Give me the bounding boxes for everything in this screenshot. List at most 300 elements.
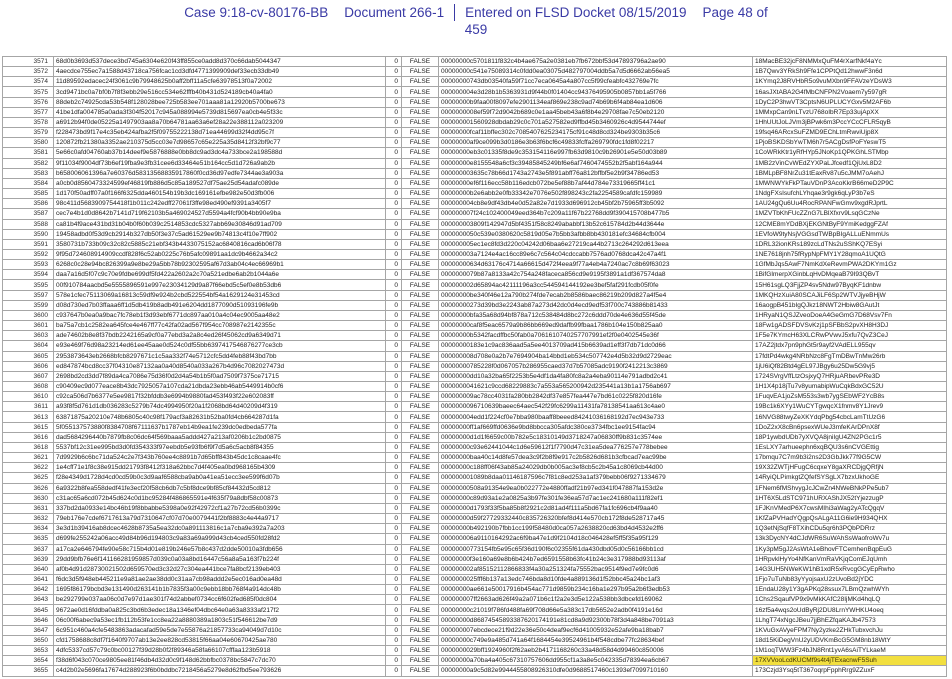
row-number-cell: 3650	[3, 635, 54, 645]
row-number-cell: 3576	[3, 97, 54, 107]
public-key-hash-cell: c92ca506d7b6377e5ee9817f32bfddb3e6994b9880fad453f493f22e602083ff	[54, 392, 386, 402]
value-cell: 0	[386, 392, 402, 402]
public-key-hash-cell: 6268c0c28e94bc826399a9e8be29a5bb78b92302595af67d3ab04c4ec66969b1	[54, 260, 386, 270]
row-number-cell: 3643	[3, 595, 54, 605]
table-row	[3, 493, 947, 503]
table-row	[3, 453, 947, 463]
public-key-hash-cell: 9f11034f9004df73b6ef19fba9e3fb31cee6d33464e51b164cc5d1d726a9ab2b	[54, 158, 386, 168]
block-hash-cell: 000000002d65894ac42111196a3cc544594144192ee3bef5faf291fcdb05f0fe	[439, 280, 753, 290]
value-cell: 0	[386, 351, 402, 361]
bitcoin-address-cell: 1FJKnVMedP6X7cwsMIhi3aWag2yATcQgqV	[753, 503, 947, 513]
row-number-cell: 3582	[3, 158, 54, 168]
value-cell: 0	[386, 128, 402, 138]
public-key-hash-cell: f38d6f043c070ce9805ee81f46db4d32d0c9f148d62bbfbc0378bc5847c7dc70	[54, 656, 386, 666]
row-number-cell: 3647	[3, 625, 54, 635]
row-number-cell: 3625	[3, 473, 54, 483]
value-cell: 0	[386, 402, 402, 412]
public-key-hash-cell: 6c951c460a4cfe5483863adacafad59e5de7e55876a21857733ca94049d7d10c	[54, 625, 386, 635]
value-cell: 0	[386, 290, 402, 300]
false-flag-cell: FALSE	[402, 473, 439, 483]
bitcoin-address-cell: 1MWNWYkFkPTauVDnP3AcoKkrB66meD2P9C	[753, 178, 947, 188]
block-hash-cell: 00000000d1d1f6659c00b782e5c18310149d3718247a06830ff9b831c3574ee	[439, 432, 753, 442]
table-row	[3, 239, 947, 249]
row-number-cell: 3604	[3, 341, 54, 351]
row-number-cell: 3641	[3, 574, 54, 584]
table-row	[3, 321, 947, 331]
block-hash-cell: 00000000b492190b7fbb1cc199f58480d0ca057a2638820cd63bd4d4532e2ff6	[439, 524, 753, 534]
block-hash-cell: 00000000dd10a32ba65f2253b5e4df1da4fa80fc8a2a4eba90114e791adbd2c41	[439, 371, 753, 381]
block-hash-cell: 00000000d59f27729332440c835726320bfef8d414e570cb172f8de528717a45	[439, 514, 753, 524]
block-hash-cell: 000000005ec1ec8fd3d220c04242d06baa6e27219ca44b2713c264292d613eea	[439, 239, 753, 249]
block-hash-cell: 000000006a9110164292ac6f9ba47e1d9f2104d18c046428ef5ff5f35a95f129	[439, 534, 753, 544]
bitcoin-address-cell: 14G3UH5NWeKW1hB1xdR5xRvcgGCyEpRwho	[753, 564, 947, 574]
row-number-cell: 3590	[3, 229, 54, 239]
value-cell: 0	[386, 321, 402, 331]
bitcoin-address-cell: 1HT6X5LdSTC971hURXAShJX52tYjezzugP	[753, 493, 947, 503]
public-key-hash-cell: 2953873643eb2668bfcb8297671c1c5aa332f74e5712cfc5dd4feb88f43bd7bb	[54, 351, 386, 361]
public-key-hash-cell: be292799e037aa06c0d7e97d1ae301f74d2abbef0734cc6f602fed685f0dc804	[54, 595, 386, 605]
value-cell: 0	[386, 422, 402, 432]
public-key-hash-cell: f28e4349d1728d4cd0cd59b0c3d9aaf6588cba9ab0a41ea51ecc3ee599f6d07b	[54, 473, 386, 483]
block-hash-cell: 000000001089b8daa01146187596c7f81c8ed253a1af379bebb06f9271334679	[439, 473, 753, 483]
public-key-hash-cell: 19458adbd0f53d9cb2914b327db50f3e37c5ad61529ee9b74813c4f10e7ff902	[54, 229, 386, 239]
row-number-cell: 3615	[3, 422, 54, 432]
table-row	[3, 280, 947, 290]
row-number-cell: 3585	[3, 189, 54, 199]
bitcoin-address-cell: 1Fjo7uTuNb83yYyojsaxU2zUvoBd2jYDC	[753, 574, 947, 584]
false-flag-cell: FALSE	[402, 77, 439, 87]
row-number-cell: 3575	[3, 87, 54, 97]
row-number-cell: 3577	[3, 107, 54, 117]
false-flag-cell: FALSE	[402, 412, 439, 422]
table-row	[3, 310, 947, 320]
block-hash-cell: 00000000caf8f5eac6579a9b86bb669ed9daffb99fbaa1786b104e150b825aa0	[439, 321, 753, 331]
bitcoin-address-cell: 1LhgT74xNgcJBeu7jjBhEZfqaKAJb47573	[753, 615, 947, 625]
value-cell: 0	[386, 493, 402, 503]
public-key-hash-cell: e93e469f76d98a23214ed61ee45aae0d524c0df55bb6397417546876277ce3cb	[54, 341, 386, 351]
row-number-cell: 3606	[3, 361, 54, 371]
value-cell: 0	[386, 534, 402, 544]
block-hash-cell: 00000000eb3c01335f8de9c353154116e997fb63d9810c9b26901e5e50d03b89	[439, 148, 753, 158]
public-key-hash-cell: a6912b94f0de05225a1497903aa8a70b64781aa63a6ef28a22e388112a023209	[54, 117, 386, 127]
public-key-hash-cell: 5537bf12c31ee995bd3d0fd354333f97eebdb5e93fb6f9f7d5a6c5acb8f84355	[54, 442, 386, 452]
public-key-hash-cell: 578e1cfec75113069a16813c59df9e924b2cbd522554bf54a1629124e31453cd	[54, 290, 386, 300]
bitcoin-address-cell: 1CoWRkKtr1yRfHYp5JNoKp1QPKGhLSTMbp	[753, 148, 947, 158]
public-key-hash-cell: ca81b4f9ace431bd31b04b0f60b039c2514853cdc5327abb69e30846d91ad709	[54, 219, 386, 229]
address-table-body	[3, 57, 947, 677]
block-hash-cell: 0000000025fff6b137a13edc746bda8d10fde4a889136d1f52bbc45a24bc1af3	[439, 574, 753, 584]
public-key-hash-cell: 1d170f50adff07a0f166f6325dda460154b19b3dc169161efbe982e50d3fb006	[54, 189, 386, 199]
bitcoin-address-cell: 1DyC2P3hwVT3CptsN6UPLUCYGxv5M2AF6b	[753, 97, 947, 107]
public-key-hash-cell: 1e4cff71e1f8c38e915dd21793f8412f318a62bbc7d4f405ea0bd968165b4309	[54, 463, 386, 473]
false-flag-cell: FALSE	[402, 158, 439, 168]
value-cell: 0	[386, 117, 402, 127]
false-flag-cell: FALSE	[402, 666, 439, 676]
false-flag-cell: FALSE	[402, 67, 439, 77]
bitcoin-address-cell: 19Bc1k6XYy1WuCYTgwqcX1fnmv8Y1Jrev9	[753, 402, 947, 412]
table-row	[3, 189, 947, 199]
false-flag-cell: FALSE	[402, 646, 439, 656]
table-row	[3, 473, 947, 483]
stamp-divider-line	[454, 4, 455, 21]
bitcoin-address-cell: 16zf5a4wqs2oUdByRj2DU8LrnYWHKU4oeq	[753, 605, 947, 615]
table-row	[3, 432, 947, 442]
false-flag-cell: FALSE	[402, 554, 439, 564]
bitcoin-address-cell: 19X32ZWTjHFugC6cqxeY8gaXRCDjgQRfjN	[753, 463, 947, 473]
bitcoin-address-cell: 12CME8mYDdBXjEKGNtByF9YmiKedggFZAf	[753, 219, 947, 229]
public-key-hash-cell: ba75a7cb1c2582ea645fce4e467ff77c42fa02ad567f954cc708987e2142355c	[54, 321, 386, 331]
row-number-cell: 3611	[3, 402, 54, 412]
false-flag-cell: FALSE	[402, 128, 439, 138]
value-cell: 0	[386, 168, 402, 178]
row-number-cell: 3581	[3, 148, 54, 158]
false-flag-cell: FALSE	[402, 625, 439, 635]
block-hash-cell: 00000000b2e6abb2e0fb33342e7076e502f898243c2fa2254589cafdfc159989	[439, 189, 753, 199]
row-number-cell: 3613	[3, 412, 54, 422]
false-flag-cell: FALSE	[402, 117, 439, 127]
false-flag-cell: FALSE	[402, 97, 439, 107]
public-key-hash-cell: 3580731b733b09c32c82c5885c21ebf343b4433075152ac6840816cad6b06f78	[54, 239, 386, 249]
table-row	[3, 351, 947, 361]
table-row	[3, 534, 947, 544]
row-number-cell: 3640	[3, 564, 54, 574]
table-row	[3, 260, 947, 270]
public-key-hash-cell: f228473bd9f17e4c35eb424afba2f5f09755222138d71ea44699d32f4dd95c7f	[54, 128, 386, 138]
table-row	[3, 382, 947, 392]
bitcoin-address-cell: 1MB2zVinCvWEdZYXPaLJfcedf1QjUxL8D2	[753, 158, 947, 168]
public-key-hash-cell: c31ac65a6cd072b45d624c0d1bc95284f486865591e4f635f79a8dbf58c00873	[54, 493, 386, 503]
false-flag-cell: FALSE	[402, 209, 439, 219]
false-flag-cell: FALSE	[402, 57, 439, 67]
bitcoin-address-cell: 1MZVTbKhFUcZZnG7LBlXfxrv9LsqGCzNe	[753, 209, 947, 219]
block-hash-cell: 000000007f24c102400049eed364b7c209a11f67b22768dd9f390415708b477b5	[439, 209, 753, 219]
bitcoin-address-cell: 1Ky3pM5gJ2AsWtA1eBhovFTCemhenBqpEuG	[753, 544, 947, 554]
value-cell: 0	[386, 138, 402, 148]
table-row	[3, 117, 947, 127]
bitcoin-address-cell: 14RyiQLPimkgtZQfefSYSgLX7bzxUkhoGE	[753, 473, 947, 483]
false-flag-cell: FALSE	[402, 310, 439, 320]
value-cell: 0	[386, 341, 402, 351]
public-key-hash-cell: a93f8f5d761d1db036283c5279b74dc4994950f20a1f2068bd64d40209d4f319	[54, 402, 386, 412]
table-row	[3, 148, 947, 158]
public-key-hash-cell: d699fe255242a06acc49d84b96d194803c9a83a69a999d43cb4ced550fd28fd2	[54, 534, 386, 544]
table-row	[3, 412, 947, 422]
false-flag-cell: FALSE	[402, 321, 439, 331]
bitcoin-address-cell: 1B7Qwv3YRkSh9Ffe1CPPtQd12hwwF3n6d	[753, 67, 947, 77]
false-flag-cell: FALSE	[402, 463, 439, 473]
false-flag-cell: FALSE	[402, 168, 439, 178]
false-flag-cell: FALSE	[402, 574, 439, 584]
false-flag-cell: FALSE	[402, 615, 439, 625]
false-flag-cell: FALSE	[402, 392, 439, 402]
public-key-hash-cell: 5e66c0afd04760ab37b14deef9e5876888e0bb8dc9ad3dc4a733bce2a198588d	[54, 148, 386, 158]
table-row	[3, 219, 947, 229]
public-key-hash-cell: a0cb0d8560473324599ef46819fb886d5c85a189527df75ae25d54adafc089de	[54, 178, 386, 188]
bitcoin-address-cell: 18Fw1gADSFDVSvKzj1pSFBbS2pvXH8H3DJ	[753, 321, 947, 331]
bitcoin-address-cell: 1HhUUtJoLJVm3jBPwk6m3PccYCcCFLR5qyB	[753, 117, 947, 127]
false-flag-cell: FALSE	[402, 514, 439, 524]
value-cell: 0	[386, 229, 402, 239]
false-flag-cell: FALSE	[402, 544, 439, 554]
public-key-hash-cell: 337bd2da0933e14bc46b19f8bbabbe5398a0e92f42972cf1a27b72cd56b0399c	[54, 503, 386, 513]
table-row	[3, 392, 947, 402]
false-flag-cell: FALSE	[402, 605, 439, 615]
value-cell: 0	[386, 666, 402, 676]
row-number-cell: 3639	[3, 554, 54, 564]
value-cell: 0	[386, 148, 402, 158]
block-hash-cell: 00000000634d63176c4714a66615d472f4eea9f77a4eb4a7240ac7c8b69f63023	[439, 260, 753, 270]
row-number-cell: 3595	[3, 280, 54, 290]
public-key-hash-cell: b658006061396a7e60376d58313568835917860f0cd36d97edfe7344ae3a903a	[54, 168, 386, 178]
false-flag-cell: FALSE	[402, 656, 439, 666]
bitcoin-address-cell: 1KfZaPVHadYQgpQsALgA11G6ie9H934QHX	[753, 514, 947, 524]
row-number-cell: 3574	[3, 77, 54, 87]
value-cell: 0	[386, 178, 402, 188]
table-row	[3, 564, 947, 574]
public-key-hash-cell: 6a9322b8fea558dedf41fe3ecf20f58cb6db7c5bf8dce9bf85cf84432d5cd812	[54, 483, 386, 493]
bitcoin-address-cell: 1Q3etNjSqfF8TXihCDu5qr6h3PQbPDRrz	[753, 524, 947, 534]
row-number-cell: 3622	[3, 463, 54, 473]
value-cell: 0	[386, 514, 402, 524]
block-hash-cell: 0000000079b87a8133a42c754a248faceca856cd9e9195f3891a1df367574da8	[439, 270, 753, 280]
block-hash-cell: 00000000a70ba4a405c67310757606dd955cf1a3a8e5c042335d78394ea6cb67	[439, 656, 753, 666]
public-key-hash-cell: 3cd9471bc0a7bf0b7f8f3ebb29e516cc534e62fffb40b431d524189cb40a4fa0	[54, 87, 386, 97]
value-cell: 0	[386, 442, 402, 452]
block-hash-cell: 000000007ebcdece21f9d22e36e50c4deaf9ecf6d41005932e52afe9ba18bab7	[439, 625, 753, 635]
row-number-cell: 3632	[3, 514, 54, 524]
block-hash-cell: 00000000fcaf11bffec302c7085407625234175cf91c48d8cd324be9303b35c6	[439, 128, 753, 138]
table-row	[3, 138, 947, 148]
table-row	[3, 595, 947, 605]
false-flag-cell: FALSE	[402, 361, 439, 371]
row-number-cell: 3646	[3, 615, 54, 625]
document-number-label: Document 266-1	[344, 5, 445, 20]
bitcoin-address-cell: 1AU24gQu6Uu4RocRPANFwGmv9xgdRJprtL	[753, 199, 947, 209]
false-flag-cell: FALSE	[402, 260, 439, 270]
block-hash-cell: 000000004edd1f224cf0e7bba980baaff8beeed84241036168192d7ec943e733	[439, 412, 753, 422]
false-flag-cell: FALSE	[402, 382, 439, 392]
false-flag-cell: FALSE	[402, 422, 439, 432]
value-cell: 0	[386, 67, 402, 77]
value-cell: 0	[386, 107, 402, 117]
row-number-cell: 3600	[3, 310, 54, 320]
table-row	[3, 544, 947, 554]
block-hash-cell: 000000002af85152112866833f4a30a251324fa75552bac9514f9ed7e9fc0d6	[439, 564, 753, 574]
row-number-cell: 3587	[3, 209, 54, 219]
value-cell: 0	[386, 199, 402, 209]
block-hash-cell: 00000000baa40c14d8fe57dea3c9f2b8f9e917c2b5826d681b3cfbcad7eac99be	[439, 453, 753, 463]
table-row	[3, 300, 947, 310]
row-number-cell: 3571	[3, 57, 54, 67]
value-cell: 0	[386, 260, 402, 270]
false-flag-cell: FALSE	[402, 229, 439, 239]
public-key-hash-cell: 9f95d724608914909ccdf828f6c52ab0225c76b5afc09891aa1dc9b4662a34c2	[54, 249, 386, 259]
value-cell: 0	[386, 564, 402, 574]
false-flag-cell: FALSE	[402, 483, 439, 493]
block-hash-cell: 000000004e3d28b1b5363931d9f44b0f01404cc94376495905b0857bb1a5f766	[439, 87, 753, 97]
block-hash-cell: 00000000773154fb5e95c65f36d190f6c02355f61da430dbd05d0c56166bb1cd	[439, 544, 753, 554]
block-hash-cell: 00000000c21019f786fd488fa69f708d66e5a383c17db5652e2adb0f4191e16d	[439, 605, 753, 615]
bitcoin-address-cell: 16NVG88twyZeXKYdqPbg54cbcLamTtUzG6	[753, 412, 947, 422]
table-row	[3, 666, 947, 676]
bitcoin-address-cell: 1DoZ2xX8cBn6psexWUeJ3mfeKArDPnX8f	[753, 422, 947, 432]
value-cell: 0	[386, 574, 402, 584]
false-flag-cell: FALSE	[402, 148, 439, 158]
false-flag-cell: FALSE	[402, 402, 439, 412]
public-key-hash-cell: 29dd9bfb76e6f141166281959857d039c0a03a8bd16447c56a8a5a163f7b224f	[54, 554, 386, 564]
bitcoin-address-cell: 1724SVrgVffLtzOsjxyQ7HRjuARbevPRe3D	[753, 371, 947, 381]
table-row	[3, 585, 947, 595]
row-number-cell: 3608	[3, 382, 54, 392]
table-row	[3, 554, 947, 564]
value-cell: 0	[386, 219, 402, 229]
bitcoin-address-cell: 15H61sgLQ3FjjZP4sv5Ndw97ByqKF1dnbw	[753, 280, 947, 290]
row-number-cell: 3592	[3, 249, 54, 259]
row-number-cell: 3610	[3, 392, 54, 402]
bitcoin-address-cell: 18MacBE32jcF8NMMxQuFM4rXarfNkf4aYc	[753, 57, 947, 67]
public-key-hash-cell: 63871875a20210e748b6805c40c98f179acf3a82631b52ba0fd4cb664287d1fa	[54, 412, 386, 422]
value-cell: 0	[386, 158, 402, 168]
public-key-hash-cell: 00f910784aacbd5e5555896591e997e23034129d9a87f66ebd5c5ef0e8b53db6	[54, 280, 386, 290]
bitcoin-address-cell: 1H1X4p18jTu7v8yumabipWuCqkBdxGC52U	[753, 382, 947, 392]
bitcoin-address-cell: 19fsq46ARcxSuFZMD9EChLtmRwviUjp8X	[753, 128, 947, 138]
public-key-hash-cell: ade74602b8e8f37bdb2242165a9cf0a77ebd3a2a8c4ed26f45062cd9a6349d71	[54, 331, 386, 341]
value-cell: 0	[386, 57, 402, 67]
row-number-cell: 3631	[3, 503, 54, 513]
table-row	[3, 128, 947, 138]
value-cell: 0	[386, 280, 402, 290]
public-key-hash-cell: 41be1dfa004785a0ada3f304f52017c945a088994e5739d815697ea0cb4e5f33c	[54, 107, 386, 117]
table-row	[3, 77, 947, 87]
false-flag-cell: FALSE	[402, 524, 439, 534]
public-key-hash-cell: 68d0b3693d537dece3bd745a6304e620f43ff855ce0add8d370c66dab5044347	[54, 57, 386, 67]
value-cell: 0	[386, 432, 402, 442]
public-key-hash-cell: 4dfc5337cd57c79c0bc00127f39d28b0f2f89346a58fa66107cfffaa123b5918	[54, 646, 386, 656]
bitcoin-address-cell: 1EndaU28y1Y3gAPKq28ssux7LBmQzwhWYh	[753, 585, 947, 595]
table-row	[3, 625, 947, 635]
bitcoin-address-cell: 17bmqu7C7m9b3i2ns2D3GbJkk77f9G5CW	[753, 453, 947, 463]
table-row	[3, 229, 947, 239]
bitcoin-address-cell: 1NE7618jnh75fRypNpFMY1Y28qmoA1UQtG	[753, 249, 947, 259]
table-row	[3, 422, 947, 432]
block-hash-cell: 00000000c93e62441044c1d6e59612f1f7790d47c31ea5dea776257e778bebee	[439, 442, 753, 452]
value-cell: 0	[386, 239, 402, 249]
block-hash-cell: 00000000508a91354e9ea0b022772e4880ffadf21b97ed341f047887fa153d2e	[439, 483, 753, 493]
bitcoin-address-cell: 1HRyaN1QSJZveoDoeA4GeGmG7D68Vsv7Fn	[753, 310, 947, 320]
case-number-label: Case 9:18-cv-80176-BB	[184, 5, 329, 20]
row-number-cell: 3586	[3, 199, 54, 209]
bitcoin-address-cell: 1M1oqTWW3Fz4bJN8Rnt1yvA6sAiTYLkaeM	[753, 646, 947, 656]
false-flag-cell: FALSE	[402, 239, 439, 249]
block-hash-cell: 0000000008ef59f72d9042b689c0e1aa45beb43a6f8b4e29708fae7c50eb2120	[439, 107, 753, 117]
table-row	[3, 635, 947, 645]
court-stamp-line1	[0, 4, 952, 21]
false-flag-cell: FALSE	[402, 189, 439, 199]
value-cell: 0	[386, 635, 402, 645]
value-cell: 0	[386, 361, 402, 371]
block-hash-cell: 00000000183e1c9ac836aad5a5ee4013709ad415b6639ad1eff3f7db71dc0d66	[439, 341, 753, 351]
table-row	[3, 67, 947, 77]
row-number-cell: 3580	[3, 138, 54, 148]
row-number-cell: 3594	[3, 270, 54, 280]
false-flag-cell: FALSE	[402, 270, 439, 280]
public-key-hash-cell: d08d730ed7b03ffaaa6ff1d5db419b8adb491e6204dd1877090d51093196fe9b	[54, 300, 386, 310]
block-hash-cell: 00000000d86874545893387620174191e81cd8a9d92300b78f3d4a848be7091a3	[439, 615, 753, 625]
table-row	[3, 514, 947, 524]
public-key-hash-cell: 2698bd2cd3dd7f89da4ca7086e75d36f0d2d4a54b1b5f0ad7509f7375ce71715	[54, 371, 386, 381]
row-number-cell: 3655	[3, 666, 54, 676]
row-number-cell: 3634	[3, 524, 54, 534]
table-row	[3, 57, 947, 67]
bitcoin-address-cell: 13k3DycNY4dCJdWR6SuWAhSsWaofroWv7u	[753, 534, 947, 544]
block-hash-cell: 00000000b5342facdffbc50fab0a7061610740257707991ef2f0e0402545e36f	[439, 331, 753, 341]
docket-entered-label: Entered on FLSD Docket 08/15/2019	[465, 5, 687, 20]
row-number-cell: 3578	[3, 117, 54, 127]
bitcoin-address-cell: 1HRpvklHyYo4NfKanVmRaVKjqComEJqUmh	[753, 554, 947, 564]
table-row	[3, 463, 947, 473]
row-number-cell: 3645	[3, 605, 54, 615]
block-hash-cell: 00000000ef6f116ecc58b116edcb072be5ef88b7af44d784e73319665ff41c1	[439, 178, 753, 188]
value-cell: 0	[386, 310, 402, 320]
value-cell: 0	[386, 371, 402, 381]
block-hash-cell: 00000000ae661e50017916b454ac771d9859b234c16ba1e297b95a2b6f3edb53	[439, 585, 753, 595]
row-number-cell: 3584	[3, 178, 54, 188]
value-cell: 0	[386, 209, 402, 219]
false-flag-cell: FALSE	[402, 219, 439, 229]
table-row	[3, 483, 947, 493]
false-flag-cell: FALSE	[402, 453, 439, 463]
public-key-hash-cell: daa7a16d5f07c9c70e9fdbe699df5fd422a2602a2c70a521edbe6ab2b1044a6e	[54, 270, 386, 280]
row-number-cell: 3635	[3, 534, 54, 544]
public-key-hash-cell: cfd1758688c8df7f1640f9707ab13e2ee828cd53815f66aa04e60670425ae780	[54, 635, 386, 645]
block-hash-cell: 00000000a9c5d82e9944455808926310dfe0d9688517460c1393ef7099710160	[439, 666, 753, 676]
false-flag-cell: FALSE	[402, 493, 439, 503]
table-row	[3, 168, 947, 178]
value-cell: 0	[386, 473, 402, 483]
block-hash-cell: 0000000029bff1924960f2f62aeb2b4171168260c33a48d58d4d99460c850006	[439, 646, 753, 656]
bitcoin-address-cell: 1jU6iQf82Btd4gEL97JBgy6u25Dw5G9vj5	[753, 361, 947, 371]
block-hash-cell: 000000003635c78b66d1743a2743e5f891abff76a812bffbf5e2b9f34786ed53	[439, 168, 753, 178]
block-hash-cell: 00000000af9ce099b3d0186e3b63f6bcf6c49833fcffa269790fdc1fd8f02217	[439, 138, 753, 148]
table-row	[3, 270, 947, 280]
block-hash-cell: 000000001560928dbdab29c0c701a527582ed9ffbd45b3460926c4d9544744ef	[439, 117, 753, 127]
bitcoin-address-cell: 1BMLpBF8NrZu31tEaxRv87u5cJMM7oAehJ	[753, 168, 947, 178]
public-key-hash-cell: 5f055137573880f8384708f67111637b1787eb14b9ea1fe239dc0edbeda577fa	[54, 422, 386, 432]
bitcoin-address-cell: 16asJXtABA2G4fMbCNFPN2Voaem7y597gR	[753, 87, 947, 97]
bitcoin-address-cell: 1F5e7KYmcH63XLCRwPVwvJ5xfu7QvZ3CeJ	[753, 331, 947, 341]
value-cell: 0	[386, 270, 402, 280]
table-row	[3, 615, 947, 625]
row-number-cell: 3654	[3, 656, 54, 666]
block-hash-cell: 00000000be340f46e12a790b274fde7ecab2b8586baec86219b209d827a4f5e4	[439, 290, 753, 300]
bitcoin-address-cell: 16aogpB451bIgQJkz18NWT2Hbiw8GAutJt	[753, 300, 947, 310]
bitcoin-address-cell: 18d15KiDegVnU2yUDVKmBcG5GM8nb18WtY	[753, 635, 947, 645]
block-hash-cell: 00000000c749e9a485d741a64f1684454e39524961b4f548cdbe77fc28634bef	[439, 635, 753, 645]
value-cell: 0	[386, 382, 402, 392]
value-cell: 0	[386, 503, 402, 513]
false-flag-cell: FALSE	[402, 290, 439, 300]
row-number-cell: 3599	[3, 300, 54, 310]
false-flag-cell: FALSE	[402, 442, 439, 452]
bitcoin-address-cell: 17AZ2jtdx7pn9phGt5r9ayf2VAdELL955qv	[753, 341, 947, 351]
public-key-hash-cell: 06c00f6abec9a53ec1fb112b53fe1cc8ea22a8880389a1803c51f546612be7d9	[54, 615, 386, 625]
public-key-hash-cell: 11d89592edacec24f3061c9b79948625b0aff2bff11a5cfe63978513f0a72002	[54, 77, 386, 87]
block-hash-cell: 00000000c5701811f832c4b4ae675a2e0381eb7fb672bbf53d47893796a2ae90	[439, 57, 753, 67]
table-row	[3, 605, 947, 615]
public-key-hash-cell: cec7e4b1d0d8642b7141d719f62103b5a469024527d5594a4fcf90b4bb90e9ba	[54, 209, 386, 219]
table-row	[3, 574, 947, 584]
public-key-hash-cell: 88deb2c74925cda53b548f128028bee725b583ee701aaa81a12920b5700be673	[54, 97, 386, 107]
